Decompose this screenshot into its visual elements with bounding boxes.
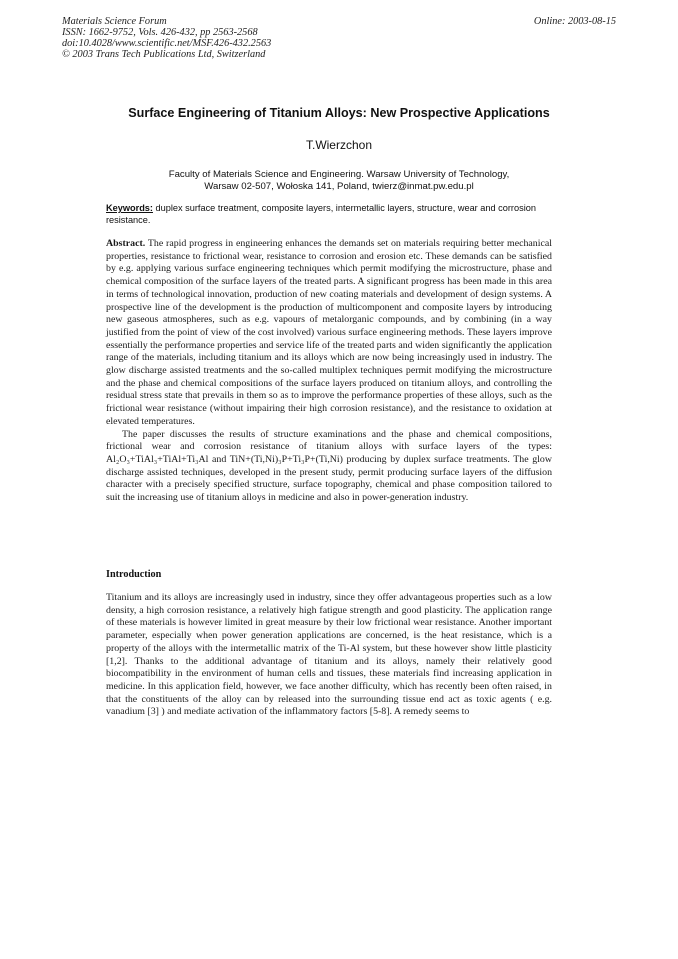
abstract-paragraph-1 <box>106 238 552 429</box>
journal-issn: ISSN: 1662-9752, Vols. 426-432, pp 2563-2568 <box>62 27 258 38</box>
journal-name: Materials Science Forum <box>62 16 167 27</box>
paper-author: T.Wierzchon <box>305 138 373 152</box>
journal-doi: doi:10.4028/www.scientific.net/MSF.426-432.2563 <box>62 38 272 49</box>
affiliation-line-2: Warsaw 02-507, Wołoska 141, Poland, twierz@inmat.pw.edu.pl <box>204 181 474 192</box>
abstract-p1-text: The rapid progress in engineering enhances the demands set on materials requiring better mechanical properties, resistance to frictional wear, resistance to corrosion and erosion etc. These demands can be satisfied by e.g. applying various surface engineering techniques which permit modifying the microstructure, phase and chemical composition of the surface layers of the treated parts. A significant progress has been made in this area in terms of technological innovation, production of new coating materials and development of design systems. A prospective line of the development is the production of multicomponent and composite layers by introducing new gaseous atmospheres, such as e.g. vapours of metalorganic compounds, and by combining (in a way justified from the point of view of the cost involved) various surface engineering methods. These layers improve essentially the performance properties and service life of the treated parts and widen significantly the application range of the materials, including titanium and its alloys which are now being increasingly used in industry. The glow discharge assisted treatments and the so-called multiplex techniques permit modifying the microstructure and the phase and chemical compositions of the surface layers produced on titanium alloys, and controlling the residual stress state that prevails in them so as to improve the performance properties of these alloys, such as the frictional wear resistance (without impairing their high corrosion resistance), and the resistance to oxidation at elevated temperatures. <box>106 238 552 427</box>
keywords-label: Keywords: <box>106 203 153 213</box>
paper-title: Surface Engineering of Titanium Alloys: New Prospective Applications <box>128 106 550 120</box>
formula-2: TiN+(Ti,Ni)₃P+Ti₃P+(Ti,Ni) <box>229 453 343 465</box>
abstract-label: Abstract. <box>106 238 146 249</box>
introduction-heading: Introduction <box>106 569 162 580</box>
abstract-p2-after: producing by duplex surface treatments. The glow discharge assisted techniques, developed in the present study, permit producing surface layers of the diffusion character with a precisely specified structure, surface topography, chemical and phase composition tailored to suit the increasing use of titanium alloys in medicine and also in power-generation industry. <box>106 453 552 504</box>
introduction-paragraph-1: Titanium and its alloys are increasingly used in industry, since they offer advantageous properties such as a low density, a high corrosion resistance, a relatively high fatigue strength and good plasticity. The application range of these materials is however limited in great measure by their low frictional wear resistance. Another important parameter, especially when power generation applications are concerned, is the heat resistance, which is a property of the alloys with the intermetallic matrix of the Ti-Al system, but these however show little plasticity [1,2]. Thanks to the additional advantage of titanium and its alloys, namely their relatively good biocompatibility in the environment of human cells and tissues, these materials find increasing application in medicine. In this application field, however, we face another difficulty, which has recently been often raised, in that the constituents of the alloy can by released into the surrounding tissue end act as toxic agents ( e.g. vanadium [3] ) and mediate activation of the inflammatory factors [5-8]. A remedy seems to <box>106 592 552 718</box>
author-affiliation <box>0 169 678 193</box>
affiliation-line-1: Faculty of Materials Science and Engineering. Warsaw University of Technology, <box>168 169 510 180</box>
journal-copyright: © 2003 Trans Tech Publications Ltd, Switzerland <box>62 49 266 60</box>
journal-header <box>62 16 271 60</box>
abstract-p2-before: The paper discusses the results of structure examinations and the phase and chemical compositions, frictional wear and corrosion resistance of titanium alloys with surface layers of the types: <box>106 428 552 453</box>
abstract-p2-and: and <box>208 453 230 465</box>
abstract <box>106 238 552 505</box>
formula-1: Al₂O₃+TiAl₃+TiAl+Ti₃Al <box>106 453 209 465</box>
online-date: Online: 2003-08-15 <box>533 16 616 27</box>
abstract-paragraph-2 <box>106 429 552 505</box>
introduction-body <box>106 592 552 719</box>
keywords-text: duplex surface treatment, composite layers, intermetallic layers, structure, wear and corrosion resistance. <box>106 203 536 225</box>
keywords <box>106 203 564 226</box>
